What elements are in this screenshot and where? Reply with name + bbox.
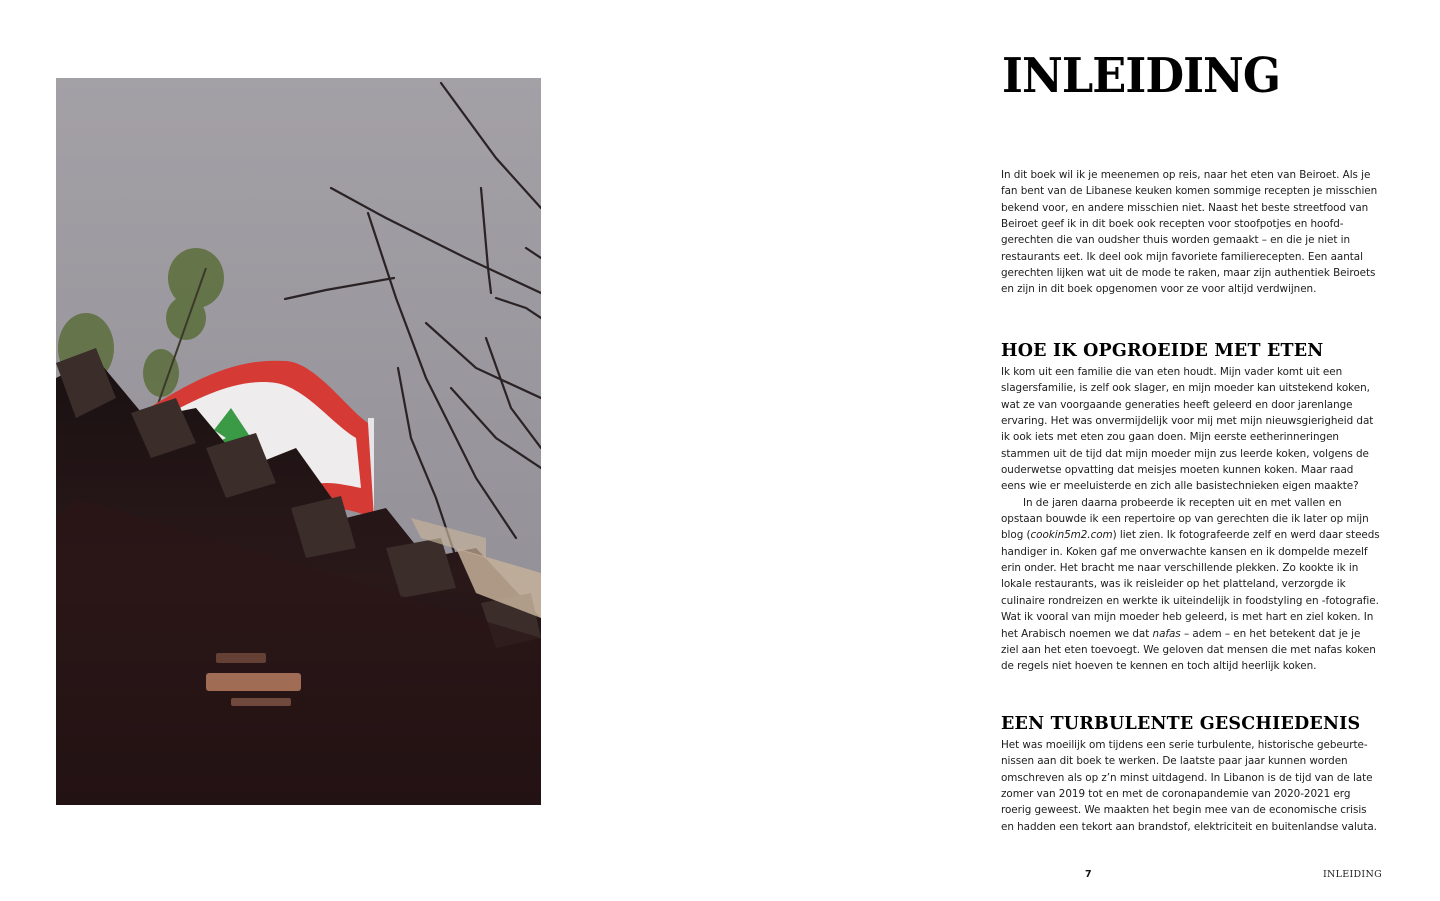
text-line: bekend voor, en andere misschien niet. Naast het beste streetfood van: [1001, 201, 1369, 214]
text-line: fan bent van de Libanese keuken komen sommige recepten je misschien: [1001, 185, 1378, 198]
blog-url: cookin5m2.com: [1030, 529, 1113, 542]
turbulent-history-paragraph: [1001, 737, 1401, 835]
text-line: gerechten lijken wat uit de mode te raken, maar zijn authentiek Beiroets: [1001, 267, 1376, 280]
text-line: roerig geweest. We maakten het begin mee van de economische crisis: [1001, 804, 1367, 817]
text-line: culinaire rondreizen en werkte ik uiteindelijk in foodstyling en -fotografie.: [1001, 594, 1379, 607]
text-line: Het was moeilijk om tijdens een serie turbulente, historische gebeurte-: [1001, 739, 1368, 751]
text-line: opstaan bouwde ik een repertoire op van gerechten die ik later op mijn: [1001, 513, 1369, 526]
text-line: ouderwetse opvatting dat meisjes moeten kunnen koken. Maar raad: [1001, 464, 1354, 477]
right-page: [1001, 0, 1401, 901]
text-line: zomer van 2019 tot en met de coronapandemie van 2020-2021 erg: [1001, 788, 1351, 801]
chapter-title: INLEIDING: [1002, 48, 1281, 104]
intro-paragraph: [1001, 167, 1401, 298]
text-line: slagersfamilie, is zelf ook slager, en mijn moeder kan uitstekend koken,: [1001, 382, 1370, 395]
text-line: Wat ik vooral van mijn moeder heb geleerd, is met hart en ziel koken. In: [1001, 611, 1374, 624]
text-fragment: blog (: [1001, 529, 1031, 542]
growing-up-paragraph: [1001, 364, 1401, 675]
text-line: wat ze van voorgaande generaties heeft geleerd en door jarenlange: [1001, 398, 1353, 411]
italic-term-nafas: nafas: [1152, 627, 1181, 640]
text-line: Ik kom uit een familie die van eten houdt. Mijn vader komt uit een: [1001, 366, 1343, 378]
text-line: eens wie er meeluisterde en zich alle basistechnieken eigen maakte?: [1001, 480, 1359, 493]
text-line: ervaring. Het was onvermijdelijk voor mij met mijn nieuwsgierigheid dat: [1001, 415, 1374, 428]
text-line: Beiroet geef ik in dit boek ook recepten voor stoofpotjes en hoofd-: [1001, 218, 1344, 231]
running-head: INLEIDING: [1322, 869, 1382, 880]
text-line: ziel aan het eten toevoegt. We geloven dat mensen die met nafas koken: [1001, 643, 1376, 656]
text-line: en hadden een tekort aan brandstof, elektriciteit en buitenlandse valuta.: [1001, 820, 1377, 833]
text-line: [1001, 626, 1401, 642]
text-line: en zijn in dit boek opgenomen voor ze voor altijd verdwijnen.: [1001, 283, 1317, 296]
page-number: 7: [1085, 869, 1092, 880]
photo-illustration: [56, 78, 541, 805]
text-fragment: ) liet zien. Ik fotografeerde zelf en werd daar steeds: [1112, 529, 1380, 542]
text-line: lokale restaurants, was ik reisleider op het platteland, verzorgde ik: [1001, 578, 1346, 591]
lebanese-flag-photo: [56, 78, 541, 805]
text-line: omschreven als op z’n minst uitdagend. In Libanon is de tijd van de late: [1001, 771, 1373, 784]
text-line: In de jaren daarna probeerde ik recepten uit en met vallen en: [1023, 496, 1342, 509]
text-line: ik ook iets met eten zou gaan doen. Mijn eerste eetherinneringen: [1001, 431, 1339, 444]
text-line: [1001, 527, 1401, 543]
text-line: nissen aan dit boek te werken. De laatste paar jaar kunnen worden: [1001, 755, 1348, 768]
text-line: erin onder. Het bracht me naar verschillende plekken. Zo kookte ik in: [1001, 562, 1359, 575]
text-line: In dit boek wil ik je meenemen op reis, naar het eten van Beiroet. Als je: [1001, 169, 1371, 181]
text-line: de regels niet hoeven te kennen en toch altijd heerlijk koken.: [1001, 660, 1317, 673]
text-line: gerechten die van oudsher thuis worden gemaakt – en die je niet in: [1001, 234, 1351, 247]
text-line: stammen uit de tijd dat mijn moeder mijn zus leerde koken, volgens de: [1001, 447, 1369, 460]
text-fragment: – adem – en het betekent dat je je: [1180, 627, 1361, 640]
text-fragment: het Arabisch noemen we dat: [1001, 627, 1153, 640]
section-heading-turbulent-history: EEN TURBULENTE GESCHIEDENIS: [1001, 714, 1361, 734]
text-line: restaurants eet. Ik deel ook mijn favoriete familierecepten. Een aantal: [1001, 250, 1363, 263]
text-line: handiger in. Koken gaf me onverwachte kansen en ik dompelde mezelf: [1001, 545, 1368, 558]
section-heading-growing-up: HOE IK OPGROEIDE MET ETEN: [1001, 341, 1324, 361]
